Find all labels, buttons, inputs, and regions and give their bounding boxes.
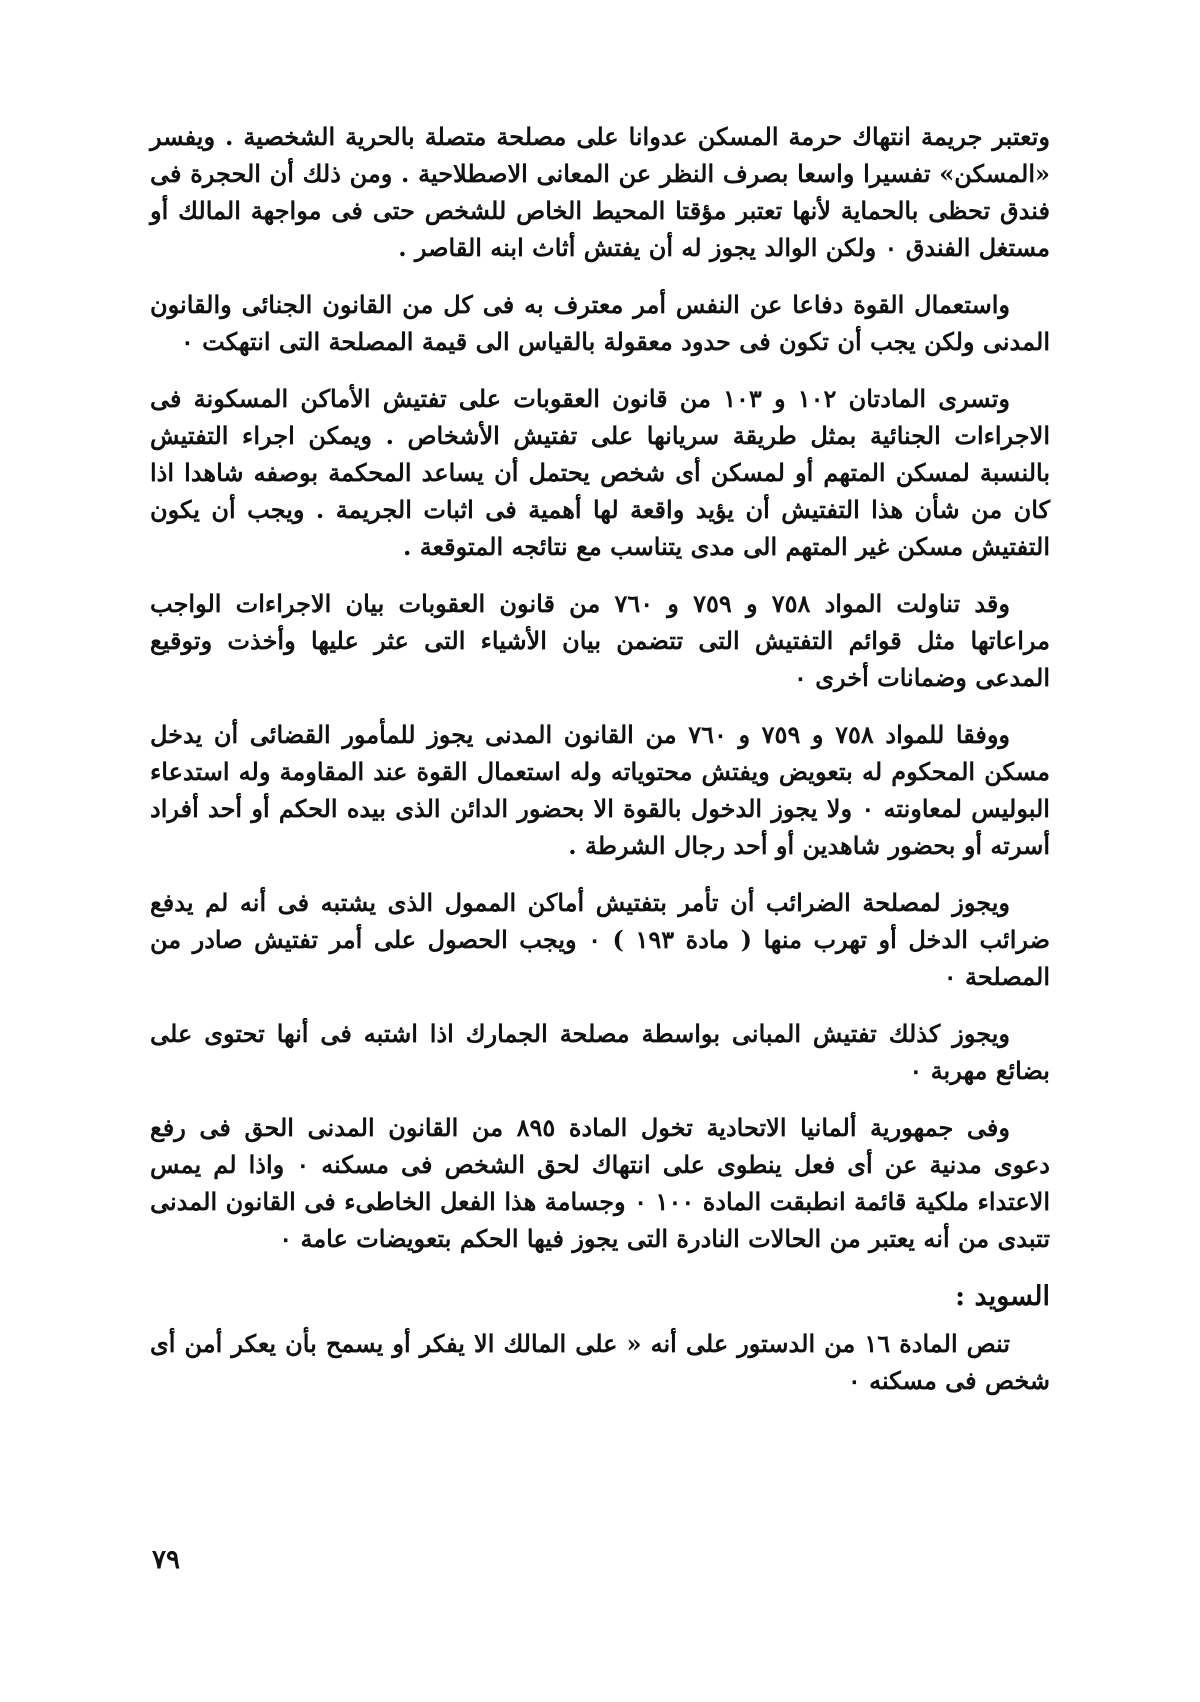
paragraph-germany: وفى جمهورية ألمانيا الاتحادية تخول المادة ٨٩٥ من القانون المدنى الحق فى رفع دعوى مدنية عن أى فعل ينطوى على انتهاك لحق الشخص فى مسكنه ٠ واذا لم يمس الاعتداء ملكية قائمة انطبقت المادة ١٠٠ ٠ وجسامة هذا الفعل الخاطىء فى القانون المدنى تتبدى من أنه يعتبر من الحالات النادرة التى يجوز فيها الحكم بتعويضات عامة ٠	[150, 1113, 1051, 1253]
paragraph-customs: ويجوز كذلك تفتيش المبانى بواسطة مصلحة الجمارك اذا اشتبه فى أنها تحتوى على بضائع مهربة ٠	[150, 1019, 1050, 1085]
paragraph-self-defense: واستعمال القوة دفاعا عن النفس أمر معترف به فى كل من القانون الجنائى والقانون المدنى ولكن يجب أن تكون فى حدود معقولة بالقياس الى قيمة المصلحة التى انتهكت ٠	[150, 290, 1050, 356]
section-heading-sweden: السويد :	[955, 1281, 1050, 1312]
paragraph-tax-authority: ويجوز لمصلحة الضرائب أن تأمر بتفتيش أماكن الممول الذى يشتبه فى أنه لم يدفع ضرائب الدخل أو تهرب منها ( مادة ١٩٣ ) ٠ ويجب الحصول على أمر تفتيش صادر من المصلحة ٠	[150, 888, 1050, 991]
paragraph-sweden: تنص المادة ١٦ من الدستور على أنه « على المالك الا يفكر أو يسمح بأن يعكر أمن أى شخص فى مسكنه ٠	[150, 1329, 1050, 1395]
paragraph-civil-officer: ووفقا للمواد ٧٥٨ و ٧٥٩ و ٧٦٠ من القانون المدنى يجوز للمأمور القضائى أن يدخل مسكن المحكوم له بتعويض ويفتش محتوياته وله استعمال القوة عند المقاومة وله استدعاء البوليس لمعاونته ٠ ولا يجوز الدخول بالقوة الا بحضور الدائن الذى بيده الحكم أو أحد أفراد أسرته أو بحضور شاهدين أو أحد رجال الشرطة .	[150, 720, 1050, 860]
page-body	[150, 118, 1050, 1419]
paragraph-criminal-search: وتسرى المادتان ١٠٢ و ١٠٣ من قانون العقوبات على تفتيش الأماكن المسكونة فى الاجراءات الجنائية بمثل طريقة سريانها على تفتيش الأشخاص . ويمكن اجراء التفتيش بالنسبة لمسكن المتهم أو لمسكن أى شخص يحتمل أن يساعد المحكمة بوصفه شاهدا اذا كان من شأن هذا التفتيش أن يؤيد واقعة لها أهمية فى اثبات الجريمة . ويجب أن يكون التفتيش مسكن غير المتهم الى مدى يتناسب مع نتائجه المتوقعة .	[150, 384, 1051, 561]
page-number: ٧٩	[152, 1545, 180, 1575]
paragraph-search-procedures: وقد تناولت المواد ٧٥٨ و ٧٥٩ و ٧٦٠ من قانون العقوبات بيان الاجراءات الواجب مراعاتها مثل قوائم التفتيش التى تتضمن بيان الأشياء التى عثر عليها وأخذت وتوقيع المدعى وضمانات أخرى ٠	[150, 589, 1050, 692]
paragraph-dwelling-violation: وتعتبر جريمة انتهاك حرمة المسكن عدوانا على مصلحة متصلة بالحرية الشخصية . ويفسر «المسكن» تفسيرا واسعا بصرف النظر عن المعانى الاصطلاحية . ومن ذلك أن الحجرة فى فندق تحظى بالحماية لأنها تعتبر مؤقتا المحيط الخاص للشخص حتى فى مواجهة المالك أو مستغل الفندق ٠ ولكن الوالد يجوز له أن يفتش أثاث ابنه القاصر .	[150, 122, 1050, 262]
